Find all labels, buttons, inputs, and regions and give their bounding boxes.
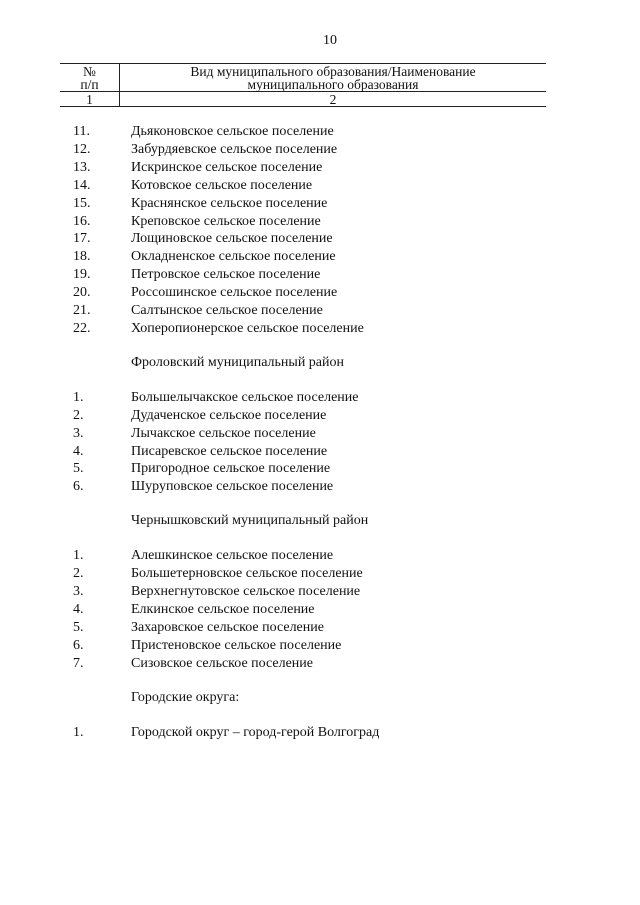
list-item-number: 1. xyxy=(73,548,84,564)
page-number: 10 xyxy=(323,33,337,48)
list-item-name: Большелычакское сельское поселение xyxy=(131,389,359,405)
list-item-name: Котовское сельское поселение xyxy=(131,177,313,193)
list-item-number: 18. xyxy=(73,249,91,265)
column-name-header xyxy=(120,64,547,92)
list-item-name: Хоперопионерское сельское поселение xyxy=(131,320,364,336)
column-number-header xyxy=(60,64,120,92)
list-item-number: 6. xyxy=(73,637,84,653)
list-item-name: Петровское сельское поселение xyxy=(131,267,321,283)
list-item-name: Писаревское сельское поселение xyxy=(131,443,328,459)
table-header-row xyxy=(60,64,546,92)
list-item-name: Дудаченское сельское поселение xyxy=(131,407,327,423)
list-item-number: 4. xyxy=(73,443,84,459)
list-item-number: 1. xyxy=(73,389,84,405)
list-item-name: Пристеновское сельское поселение xyxy=(131,637,342,653)
list-item-name: Сизовское сельское поселение xyxy=(131,655,313,671)
list-item-number: 7. xyxy=(73,655,84,671)
list-item-number: 5. xyxy=(73,619,84,635)
list-item-name: Креповское сельское поселение xyxy=(131,213,321,229)
column-name-title: Вид муниципального образования/Наименование муниципального образования xyxy=(190,63,476,92)
list-item-name: Захаровское сельское поселение xyxy=(131,619,324,635)
list-item-number: 3. xyxy=(73,425,84,441)
list-item-name: Искринское сельское поселение xyxy=(131,159,323,175)
list-item-name: Дьяконовское сельское поселение xyxy=(131,124,334,139)
list-item-name: Городской округ – город-герой Волгоград xyxy=(131,724,380,740)
list-item-name: Алешкинское сельское поселение xyxy=(131,548,334,564)
list-item-number: 1. xyxy=(73,724,84,740)
list-item-number: 22. xyxy=(73,320,91,336)
list-item-name: Верхнегнутовское сельское поселение xyxy=(131,584,361,599)
list-item-number: 19. xyxy=(73,267,91,283)
list-item-number: 4. xyxy=(73,601,84,617)
list-item-name: Лощиновское сельское поселение xyxy=(131,231,333,247)
column-name-index: 2 xyxy=(120,92,547,107)
list-item-number: 14. xyxy=(73,177,91,193)
list-item-number: 16. xyxy=(73,213,91,229)
list-item-number: 3. xyxy=(73,584,84,599)
table-column-index-row xyxy=(60,92,546,107)
list-item-number: 21. xyxy=(73,303,91,318)
list-item-number: 13. xyxy=(73,159,91,175)
list-item-number: 17. xyxy=(73,231,91,247)
list-item-name: Салтынское сельское поселение xyxy=(131,303,323,318)
list-item-number: 11. xyxy=(73,124,90,139)
list-item-number: 20. xyxy=(73,285,91,301)
list-item-number: 2. xyxy=(73,407,84,423)
table-header xyxy=(60,63,546,107)
list-item-name: Краснянское сельское поселение xyxy=(131,195,328,211)
list-item-name: Лычакское сельское поселение xyxy=(131,425,316,441)
list-item-number: 12. xyxy=(73,141,91,157)
list-item-name: Россошинское сельское поселение xyxy=(131,285,338,301)
column-number-index: 1 xyxy=(60,92,120,107)
list-item-name: Большетерновское сельское поселение xyxy=(131,566,363,582)
list-item-name: Елкинское сельское поселение xyxy=(131,601,315,617)
list-item-name: Пригородное сельское поселение xyxy=(131,461,331,477)
list-item-name: Окладненское сельское поселение xyxy=(131,249,336,265)
list-item-number: 15. xyxy=(73,195,91,211)
list-item-name: Шуруповское сельское поселение xyxy=(131,479,334,495)
section-heading: Фроловский муниципальный район xyxy=(131,354,345,370)
section-heading: Чернышковский муниципальный район xyxy=(131,513,369,529)
column-number-title: № п/п xyxy=(80,63,99,92)
list-item-number: 6. xyxy=(73,479,84,495)
section-heading: Городские округа: xyxy=(131,689,240,705)
list-item-name: Забурдяевское сельское поселение xyxy=(131,141,338,157)
list-item-number: 2. xyxy=(73,566,84,582)
list-item-number: 5. xyxy=(73,461,84,477)
